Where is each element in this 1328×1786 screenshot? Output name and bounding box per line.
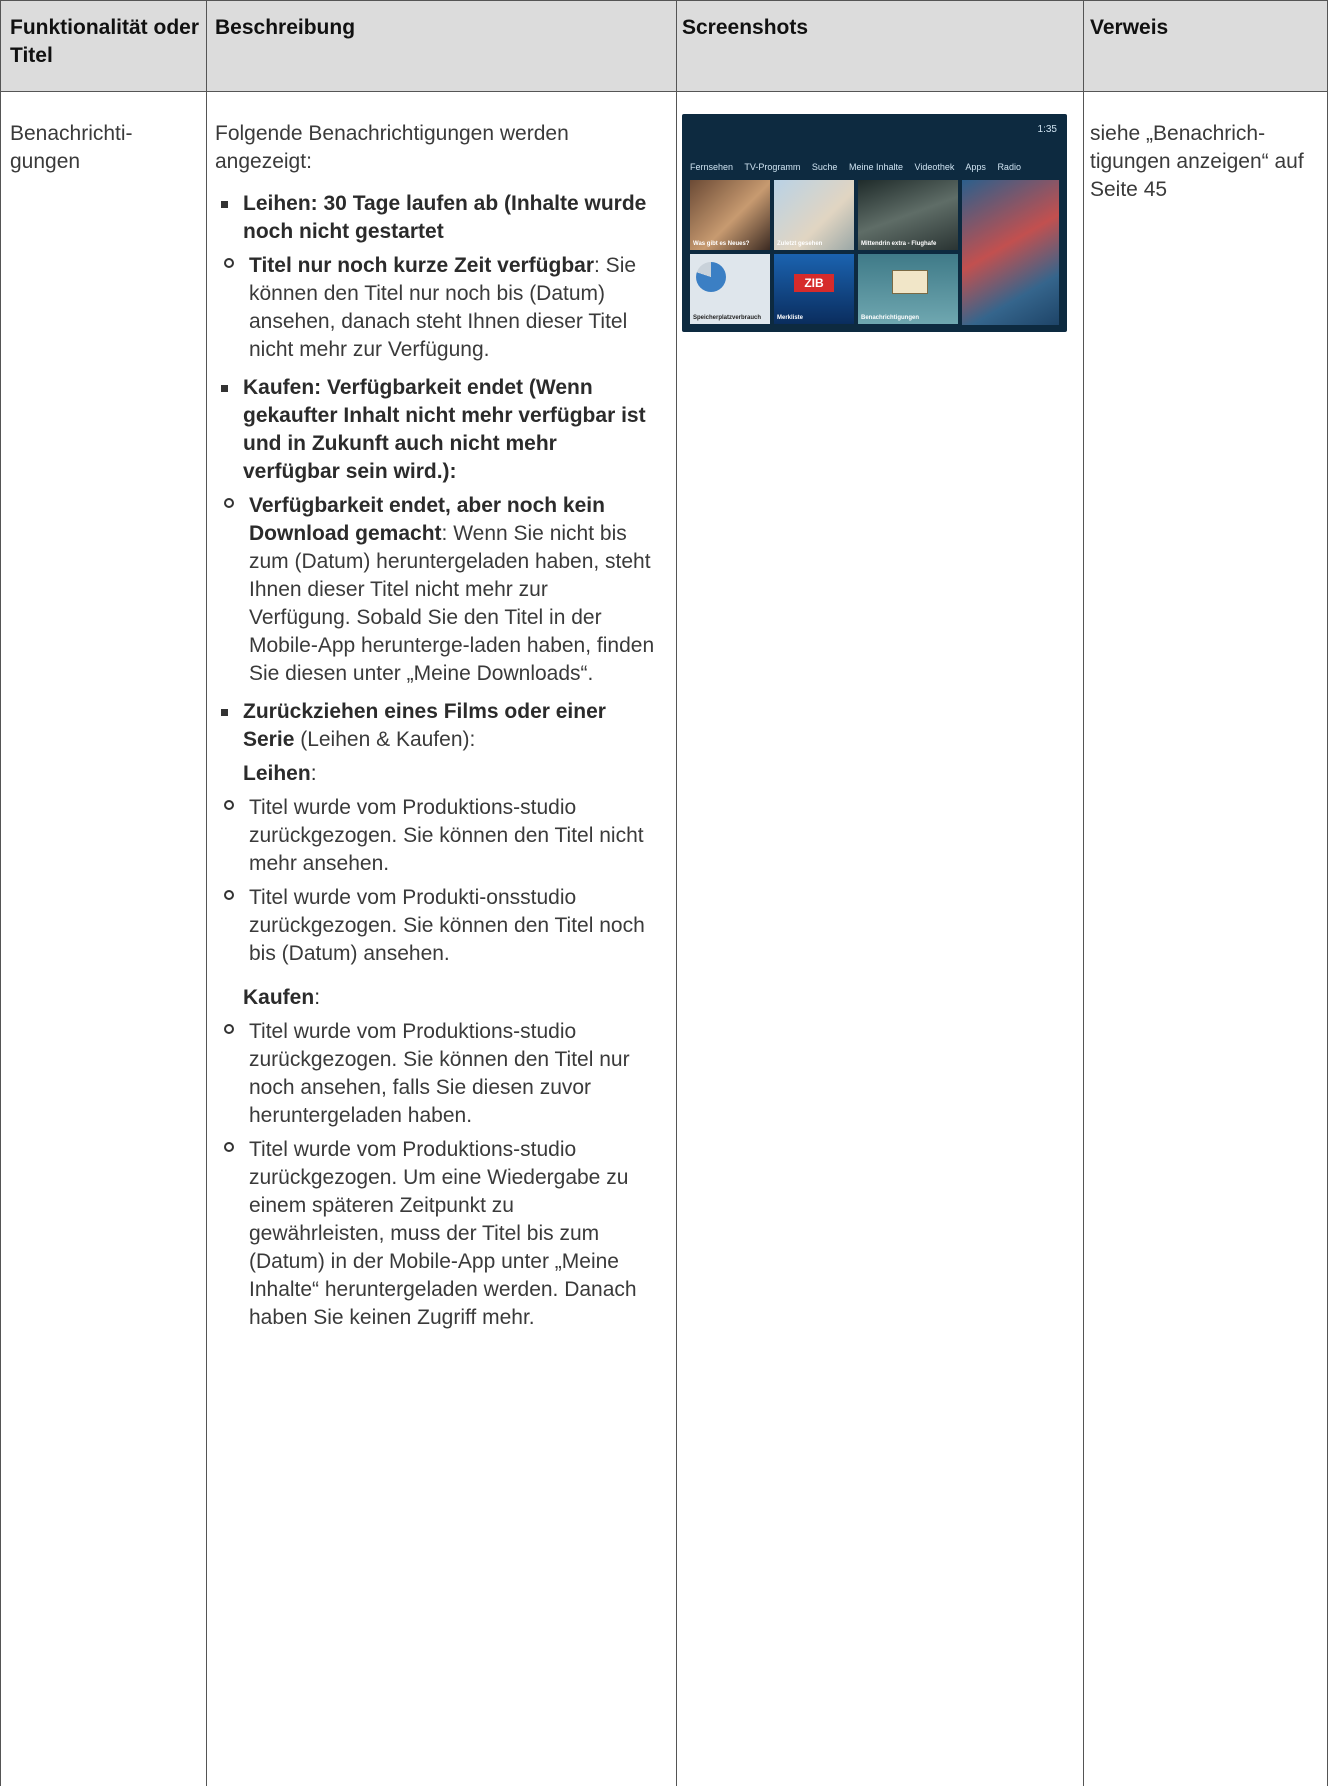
tv-tile-poster — [962, 180, 1059, 325]
item-heading-rest: (Leihen & Kaufen): — [294, 728, 476, 751]
table-top-border — [0, 0, 1328, 1]
notification-subitem — [215, 492, 655, 688]
description-intro: Folgende Benachrichtigungen werden angezeigt: — [215, 122, 569, 173]
rent-withdrawal-1: Titel wurde vom Produktions-studio zurückgezogen. Sie können den Titel nicht mehr ansehen. — [215, 794, 655, 878]
tv-tile-notifications — [858, 254, 958, 324]
tv-navigation — [690, 162, 1030, 172]
notification-item-rent-expiry — [215, 190, 655, 246]
buy-label: Kaufen: — [243, 986, 321, 1009]
header-divider — [0, 91, 1328, 92]
row-title: Benachrichti-gungen — [10, 122, 133, 173]
notification-item-withdrawal — [215, 698, 655, 754]
rent-label: Leihen: — [243, 762, 317, 785]
buy-withdrawal-2: Titel wurde vom Produktions-studio zurückgezogen. Um eine Wiedergabe zu einem späteren Zeitpunkt zu gewährleisten, muss der Titel bis zum (Datum) in der Mobile-App unter „Meine Inhalte“ heruntergeladen werden. Danach haben Sie keinen Zugriff mehr. — [215, 1136, 655, 1332]
buy-withdrawal-1: Titel wurde vom Produktions-studio zurückgezogen. Sie können den Titel nur noch ansehen, falls Sie diesen zuvor heruntergeladen haben. — [215, 1018, 655, 1130]
tile-caption: Zuletzt gesehen — [777, 241, 823, 247]
notification-item-purchase-availability — [215, 374, 655, 486]
tv-nav-item: Meine Inhalte — [848, 162, 903, 172]
tv-tile-news — [690, 180, 770, 250]
row-reference: siehe „Benachrich-tigungen anzeigen“ auf Seite 45 — [1090, 122, 1304, 201]
rent-label-text: Leihen — [243, 762, 311, 785]
tv-tile-show — [858, 180, 958, 250]
tv-tile-storage — [690, 254, 770, 324]
tile-caption: Merkliste — [777, 315, 804, 321]
subitem-title: Titel nur noch kurze Zeit verfügbar — [249, 254, 595, 277]
row-description — [215, 120, 655, 1332]
buy-label-text: Kaufen — [243, 986, 315, 1009]
subitem-title: Verfügbarkeit endet, aber noch kein Download gemacht — [249, 494, 605, 545]
item-heading: Leihen: 30 Tage laufen ab (Inhalte wurde noch nicht gestartet — [243, 192, 647, 243]
header-screenshots: Screenshots — [682, 16, 809, 39]
column-divider-1 — [206, 0, 207, 1786]
notification-subitem — [215, 252, 655, 364]
subitem-text: : Sie können den Titel nur noch bis (Datum) ansehen, danach steht Ihnen dieser Titel nicht mehr zur Verfügung. — [249, 254, 637, 361]
column-divider-3 — [1083, 0, 1084, 1786]
item-heading: Kaufen: Verfügbarkeit endet (Wenn gekaufter Inhalt nicht mehr verfügbar ist und in Zukunft auch nicht mehr verfügbar sein wird.): — [243, 376, 646, 483]
tile-caption: Speicherplatzverbrauch — [693, 315, 762, 321]
header-functionality: Funktionalität oder Titel — [10, 16, 199, 67]
tv-nav-item: Fernsehen — [690, 162, 734, 172]
item-heading: Zurückziehen eines Films oder einer Serie — [243, 700, 606, 751]
tv-menu-screenshot — [682, 114, 1067, 332]
table-left-border — [0, 0, 1, 1786]
subitem-text: : Wenn Sie nicht bis zum (Datum) heruntergeladen haben, steht Ihnen dieser Titel nicht mehr zur Verfügung. Sobald Sie den Titel in der Mobile-App herunterge-laden haben, finden Sie diesen unter „Meine Downloads“. — [249, 522, 655, 685]
tv-tile-recent — [774, 180, 854, 250]
storage-pie-icon — [696, 262, 726, 292]
header-reference: Verweis — [1090, 16, 1169, 39]
envelope-icon — [892, 270, 928, 294]
tile-caption: Was gibt es Neues? — [693, 241, 750, 247]
tv-nav-item: Suche — [811, 162, 838, 172]
tv-nav-item: Radio — [997, 162, 1021, 172]
column-divider-2 — [676, 0, 677, 1786]
tv-tile-watchlist — [774, 254, 854, 324]
rent-withdrawal-2: Titel wurde vom Produkti-onsstudio zurückgezogen. Sie können den Titel noch bis (Datum) ansehen. — [215, 884, 655, 968]
tile-caption: Mittendrin extra - Flughafe — [861, 241, 937, 247]
tile-caption: Benachrichtigungen — [861, 315, 920, 321]
tv-clock: 1:35 — [1037, 124, 1057, 135]
tv-nav-item: TV-Programm — [744, 162, 801, 172]
zib-logo: ZIB — [794, 274, 834, 292]
tv-nav-item: Videothek — [914, 162, 955, 172]
header-description: Beschreibung — [215, 16, 356, 39]
tv-nav-item: Apps — [965, 162, 986, 172]
